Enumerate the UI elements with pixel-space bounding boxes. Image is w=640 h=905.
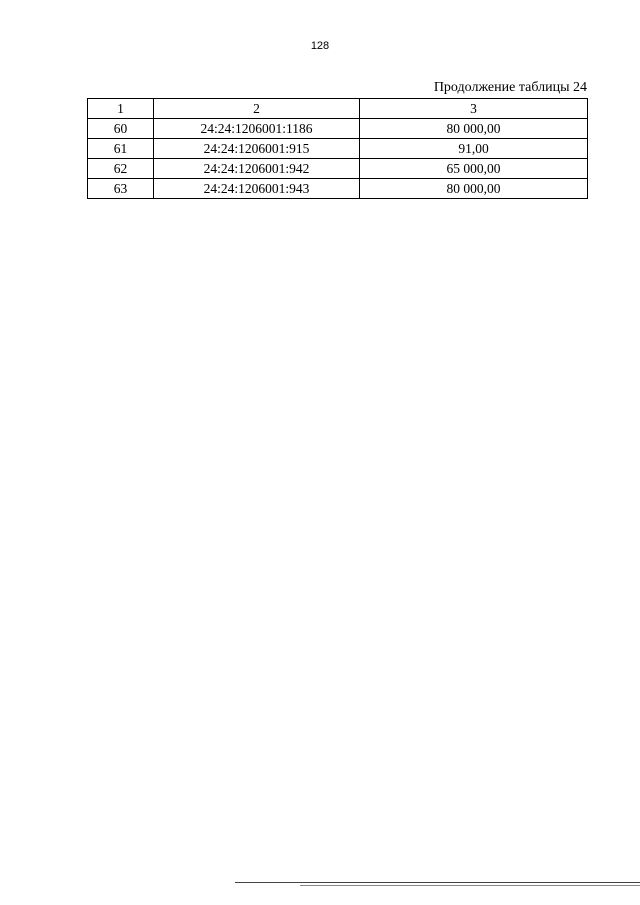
value-cell: 91,00 (360, 139, 588, 159)
footer-divider-secondary (300, 885, 640, 886)
table-row (88, 139, 588, 159)
value-cell: 65 000,00 (360, 159, 588, 179)
table-caption: Продолжение таблицы 24 (433, 80, 587, 95)
table-row (88, 119, 588, 139)
cadastral-number-cell: 24:24:1206001:942 (154, 159, 360, 179)
cadastral-number-cell: 24:24:1206001:943 (154, 179, 360, 199)
table-row (88, 179, 588, 199)
row-number-cell: 62 (88, 159, 154, 179)
cadastral-number-cell: 24:24:1206001:915 (154, 139, 360, 159)
header-cell-3: 3 (360, 99, 588, 119)
header-cell-1: 1 (88, 99, 154, 119)
row-number-cell: 63 (88, 179, 154, 199)
footer-divider (235, 882, 640, 883)
page-number: 128 (310, 40, 330, 52)
data-table (87, 98, 588, 199)
row-number-cell: 60 (88, 119, 154, 139)
table-row (88, 159, 588, 179)
value-cell: 80 000,00 (360, 119, 588, 139)
row-number-cell: 61 (88, 139, 154, 159)
header-cell-2: 2 (154, 99, 360, 119)
table-header-row (88, 99, 588, 119)
value-cell: 80 000,00 (360, 179, 588, 199)
cadastral-number-cell: 24:24:1206001:1186 (154, 119, 360, 139)
